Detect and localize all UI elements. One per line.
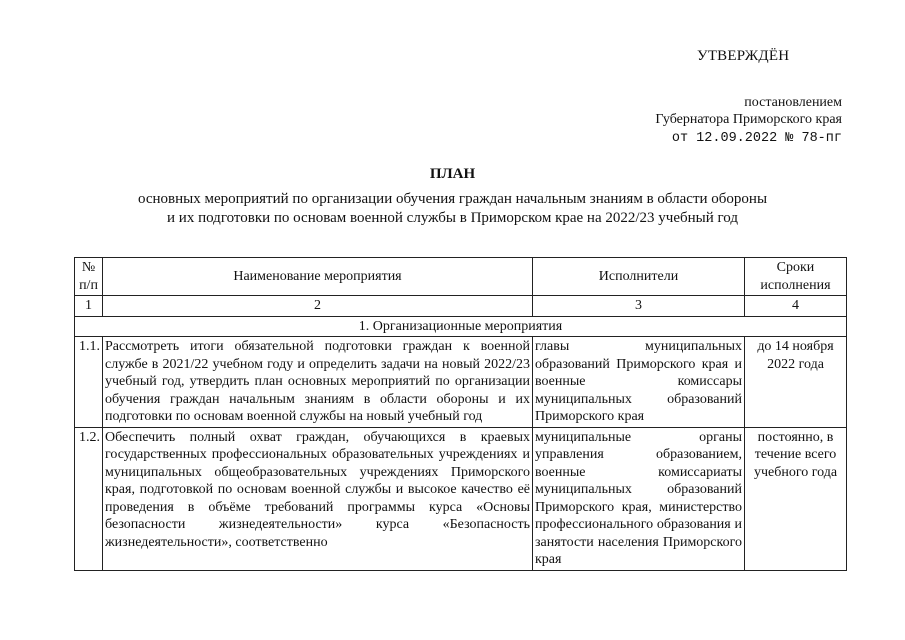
header-executors: Исполнители <box>533 258 745 296</box>
document-subtitle <box>0 190 905 228</box>
decree-block <box>600 94 842 147</box>
section-row <box>75 316 847 337</box>
row-activity: Обеспечить полный охват граждан, обучающихся в краевых государственных профессиональных образовательных учреждениях и муниципальных общеобразовательных учреждениях Приморского края, подготовкой по основам военной службы и высокое качество её проведения в объёме требований программы курса «Основы безопасности жизнедеятельности» курса «Безопасность жизнедеятельности», соответственно <box>103 427 533 570</box>
table-row <box>75 337 847 428</box>
column-number: 1 <box>75 296 103 317</box>
table-header-row <box>75 258 847 296</box>
table-row <box>75 427 847 570</box>
column-number-row <box>75 296 847 317</box>
document-title: ПЛАН <box>429 166 476 182</box>
column-number: 3 <box>533 296 745 317</box>
row-deadline: до 14 ноября 2022 года <box>745 337 847 428</box>
decree-line: постановлением <box>744 95 842 110</box>
row-activity: Рассмотреть итоги обязательной подготовки граждан к военной службе в 2021/22 учебном году и определить задачи на новый 2022/23 учебный год, утвердить план основных мероприятий по организации обучения граждан начальным знаниям в области обороны и их подготовки по основам военной службы на новый учебный год <box>103 337 533 428</box>
column-number: 2 <box>103 296 533 317</box>
header-num: № п/п <box>75 258 103 296</box>
row-index: 1.1. <box>75 337 103 428</box>
subtitle-line-1: основных мероприятий по организации обучения граждан начальным знаниям в области обороны <box>137 191 768 207</box>
section-title: 1. Организационные мероприятия <box>75 316 847 337</box>
row-index: 1.2. <box>75 427 103 570</box>
row-deadline: постоянно, в течение всего учебного года <box>745 427 847 570</box>
approved-title: УТВЕРЖДЁН <box>697 48 790 64</box>
column-number: 4 <box>745 296 847 317</box>
decree-date-number: от 12.09.2022 № 78-пг <box>671 131 842 146</box>
header-deadline: Сроки исполнения <box>745 258 847 296</box>
decree-authority: Губернатора Приморского края <box>655 112 842 127</box>
row-executors: главы муниципальных образований Приморского края и военные комиссары муниципальных образований Приморского края <box>533 337 745 428</box>
subtitle-line-2: и их подготовки по основам военной службы в Приморском крае на 2022/23 учебный год <box>167 210 738 226</box>
row-executors: муниципальные органы управления образованием, военные комиссариаты муниципальных образований Приморского края, министерство профессионального образования и занятости населения Приморского края <box>533 427 745 570</box>
plan-table <box>74 257 847 571</box>
header-name: Наименование мероприятия <box>103 258 533 296</box>
